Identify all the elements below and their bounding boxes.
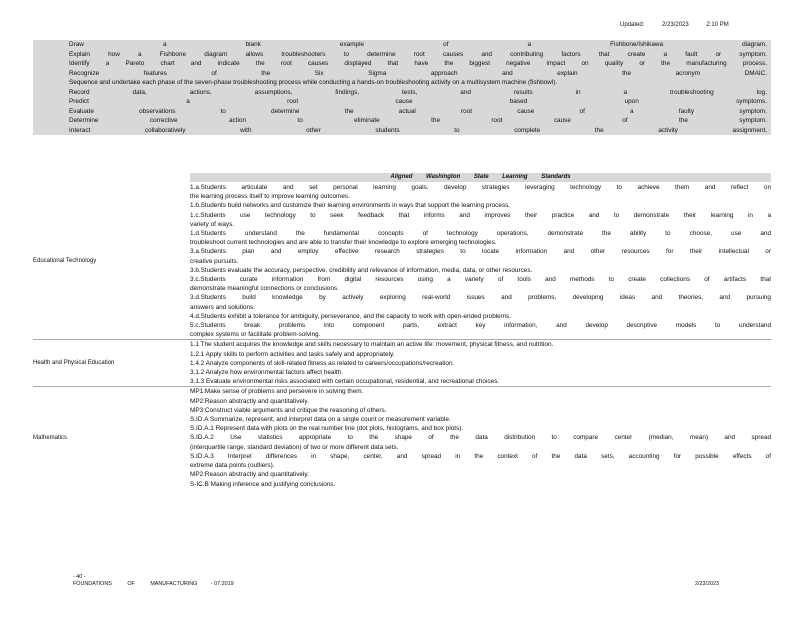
standard-line: 1.1 The student acquires the knowledge and skills necessary to maintain an active life: movement, physical fitness, and nutrition. (190, 341, 554, 349)
objective-item (33, 116, 771, 126)
standard-line: MP2:Reason abstractly and quantitatively. (190, 397, 309, 405)
standard-line: 1.2.1 Apply skills to perform activities and tasks safely and appropriately. (190, 350, 395, 358)
standard-line: MP3:Construct viable arguments and critique the reasoning of others. (190, 406, 387, 414)
objective-text: Recognize features of the Six Sigma approach and explain the acronym DMAIC. (69, 69, 767, 77)
objective-item (33, 69, 771, 79)
objective-text: Record data, actions, assumptions, findings, tests, and results in a troubleshooting log. (69, 88, 767, 96)
objective-item (33, 59, 771, 69)
objective-item (33, 107, 771, 117)
standard-line: S.ID.A.2 Use statistics appropriate to the shape of the data distribution to compare center (median, mean) and spread (190, 434, 771, 442)
footer-date: 2/23/2023 (695, 581, 719, 587)
standards-lines (190, 387, 771, 489)
standards-row (33, 183, 771, 340)
objective-text: Determine corrective action to eliminate the root cause of the symptom. (69, 117, 767, 124)
standard-line: 1.c.Students use technology to seek feedback that informs and improves their practice and to demonstrate their learning in a (190, 211, 771, 219)
objective-item (33, 40, 771, 50)
bullet-icon (33, 116, 69, 126)
standard-line: 1.4.2 Analyze components of skill-related fitness as related to careers/occupations/recreation. (190, 359, 455, 367)
updated-stamp (620, 22, 745, 28)
standard-line: S.ID.A.3 Interpret differences in shape, center, and spread in the context of the data sets, accounting for possible effects of (190, 452, 771, 460)
subject-label: Educational Technology (33, 258, 97, 265)
subject-label: Health and Physical Education (33, 340, 190, 387)
standard-line: 4.d.Students exhibit a tolerance for ambiguity, perseverance, and the capacity to work with open-ended problems. (190, 312, 512, 320)
standard-line: 1.a.Students articulate and set personal learning goals, develop strategies leveraging technology to achieve them and reflect on (190, 184, 771, 191)
objective-text: Identify a Pareto chart and indicate the root causes displayed that have the biggest negative impact on quality or the manufacturing process. (69, 60, 767, 67)
objective-text: Draw a blank example of a Fishbone/Ishikawa diagram. (69, 41, 767, 48)
standard-line: answers and solutions. (190, 303, 256, 311)
objective-text: Evaluate observations to determine the actual root cause of a faulty symptom. (69, 107, 767, 115)
updated-label: Updated: (620, 22, 645, 28)
standard-line: S.ID.A.1 Represent data with plots on the real number line (dot plots, histograms, and box plots). (190, 425, 464, 433)
standard-line: demonstrate meaningful connections or conclusions. (190, 285, 339, 293)
standard-line: S-IC.B Making inference and justifying conclusions. (190, 480, 336, 488)
objective-item (33, 88, 771, 98)
objectives-list (33, 40, 771, 135)
standard-line: 5.c.Students break problems into component parts, extract key information, and develop descriptive models to understand (190, 322, 771, 330)
standard-line: 3.a.Students plan and employ effective research strategies to locate information and other resources for their intellectual or (190, 248, 771, 256)
page-number: - 40 - (73, 574, 86, 580)
course-name: FOUNDATIONS OF MANUFACTURING (73, 581, 198, 587)
objective-item (33, 78, 771, 88)
standards-lines (190, 340, 771, 387)
objective-text: Explain how a Fishbone diagram allows troubleshooters to determine root causes and contributing factors that create a fault or symptom. (69, 50, 767, 58)
standard-line: variety of ways. (190, 220, 235, 228)
bullet-icon (33, 40, 69, 50)
standard-line: the learning process itself to improve learning outcomes. (190, 193, 350, 201)
standard-line: complex systems or facilitate problem-solving. (190, 331, 321, 339)
standard-line: 3.d.Students build knowledge by actively exploring real-world issues and problems, developing ideas and theories, and pursuing (190, 294, 771, 302)
objective-text: Interact collaboratively with other students to complete the activity assignment. (69, 126, 767, 134)
updated-time: 2:10 PM (706, 22, 729, 28)
objective-item (33, 97, 771, 107)
standard-line: creative pursuits. (190, 257, 239, 265)
objective-item (33, 126, 771, 136)
standard-line: S.ID.A Summarize, represent, and interpret data on a single count or measurement variable. (190, 416, 451, 424)
updated-date: 2/23/2023 (662, 22, 689, 28)
standard-line: 3.1.3 Evaluate environmental risks associated with certain occupational, residential, and recreational choices. (190, 378, 500, 386)
standards-row (33, 387, 771, 489)
objective-text: Sequence and undertake each phase of the seven-phase troubleshooting process while conducting a hands-on troubleshooting activity on a multisystem machine (fishbowl). (69, 79, 558, 86)
standards-heading: Aligned Washington State Learning Standards (190, 173, 771, 182)
bullet-icon (33, 126, 69, 136)
objective-text: Predict a root cause based upon symptoms. (69, 98, 767, 105)
standard-line: 1.d.Students understand the fundamental concepts of technology operations, demonstrate the ability to choose, use and (190, 230, 771, 238)
bullet-icon (33, 78, 69, 88)
page-footer (73, 574, 719, 588)
bullet-icon (33, 88, 69, 98)
standard-line: 3.1.2 Analyze how environmental factors affect health. (190, 369, 343, 377)
bullet-icon (33, 97, 69, 107)
standards-lines (190, 183, 771, 340)
standard-line: extreme data points (outliers). (190, 462, 275, 470)
subject-label: Mathematics (33, 387, 190, 489)
standard-line: MP1:Make sense of problems and persevere in solving them. (190, 388, 364, 396)
bullet-icon (33, 59, 69, 69)
bullet-icon (33, 107, 69, 117)
bullet-icon (33, 69, 69, 79)
standard-line: MP2:Reason abstractly and quantitatively. (190, 471, 309, 479)
objective-item (33, 50, 771, 60)
standard-line: (interquartile range, standard deviation) of two or more different data sets. (190, 443, 399, 451)
bullet-icon (33, 50, 69, 60)
standard-line: 3.c.Students curate information from digital resources using a variety of tools and methods to create collections of artifacts that (190, 276, 771, 284)
standard-line: troubleshoot current technologies and are able to transfer their knowledge to explore emerging technologies. (190, 239, 497, 247)
standard-line: 1.b.Students build networks and customize their learning environments in ways that support the learning process. (190, 202, 511, 210)
standard-line: 3.b.Students evaluate the accuracy, perspective, credibility and relevance of information, media, data, or other resources. (190, 266, 533, 274)
standards-table (33, 183, 771, 489)
standards-row (33, 340, 771, 387)
course-version: - 07.2019 (210, 581, 234, 587)
